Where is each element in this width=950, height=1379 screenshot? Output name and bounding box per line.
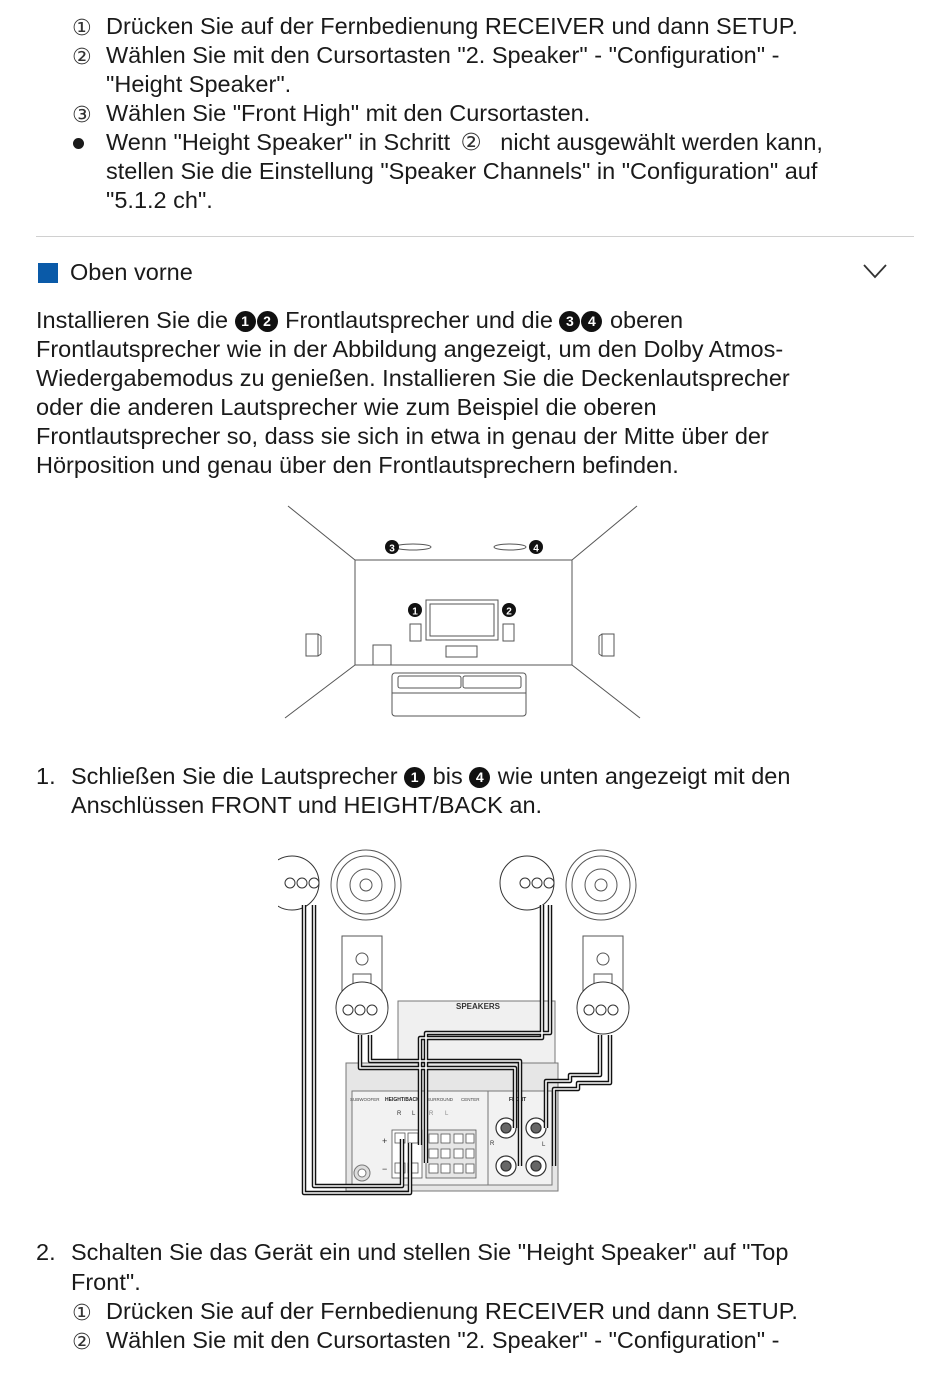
ceiling-speaker-right — [494, 544, 526, 550]
chevron-down-icon[interactable] — [862, 262, 888, 280]
step1-badge-from: 1 — [404, 767, 425, 788]
surround-label: SURROUND — [427, 1097, 454, 1102]
surround-l-label: L — [445, 1111, 449, 1117]
note-text-2: stellen Sie die Einstellung "Speaker Channels" in "Configuration" auf — [106, 158, 818, 184]
room-label-2: 2 — [506, 606, 512, 618]
step-text-1: Drücken Sie auf der Fernbedienung RECEIVER und dann SETUP. — [106, 13, 798, 39]
height-l-label: L — [412, 1111, 416, 1117]
note-step-marker: ② — [460, 129, 482, 155]
front-r-label: R — [490, 1141, 495, 1147]
step2-number: 2. — [36, 1239, 56, 1265]
step-text-2: Wählen Sie mit den Cursortasten "2. Speaker" - "Configuration" - — [106, 42, 780, 68]
surround-r-label: R — [429, 1111, 434, 1117]
step2-line-1: Schalten Sie das Gerät ein und stellen Sie "Height Speaker" auf "Top — [71, 1239, 789, 1265]
step1-line-2: Anschlüssen FRONT und HEIGHT/BACK an. — [71, 792, 543, 818]
intro-line-2: Frontlautsprecher wie in der Abbildung angezeigt, um den Dolby Atmos- — [36, 336, 784, 362]
step1-number: 1. — [36, 763, 56, 789]
room-label-4: 4 — [533, 543, 539, 555]
step-marker-1: ① — [72, 15, 92, 40]
front-l-label: L — [542, 1142, 546, 1148]
step2-substep-1: Drücken Sie auf der Fernbedienung RECEIVER und dann SETUP. — [106, 1298, 798, 1324]
height-back-label: HEIGHT/BACK — [385, 1097, 420, 1103]
note-text-3: "5.1.2 ch". — [106, 187, 213, 213]
step-text-3: Wählen Sie "Front High" mit den Cursortasten. — [106, 100, 591, 126]
room-label-3: 3 — [389, 543, 395, 555]
badge-1: 1 — [235, 311, 256, 332]
badge-2: 2 — [257, 311, 278, 332]
subwoofer-label: SUBWOOFER — [350, 1097, 380, 1102]
step2-substep-2: Wählen Sie mit den Cursortasten "2. Speaker" - "Configuration" - — [106, 1327, 780, 1353]
step1-line-1: Schließen Sie die Lautsprecher 1 bis 4 wie unten angezeigt mit den — [71, 763, 791, 789]
intro-line-4: oder die anderen Lautsprecher wie zum Beispiel die oberen — [36, 394, 657, 420]
badge-4: 4 — [581, 311, 602, 332]
speakers-label: SPEAKERS — [456, 1002, 501, 1011]
front-label: FRONT — [509, 1097, 527, 1103]
step2-marker-2: ② — [72, 1329, 92, 1354]
minus-label: − — [382, 1164, 388, 1174]
intro-line-1: Installieren Sie die 1 2 Frontlautsprecher und die 3 4 oberen — [36, 307, 684, 333]
section-divider — [36, 236, 914, 237]
section-title: Oben vorne — [70, 259, 193, 285]
step2-line-2: Front". — [71, 1269, 141, 1295]
badge-3: 3 — [559, 311, 580, 332]
ceiling-speaker-left — [395, 544, 431, 550]
intro-line-5: Frontlautsprecher so, dass sie sich in etwa in genau der Mitte über der — [36, 423, 769, 449]
room-label-1: 1 — [412, 606, 418, 618]
bullet-icon — [73, 138, 84, 149]
height-r-label: R — [397, 1111, 402, 1117]
step2-marker-1: ① — [72, 1300, 92, 1325]
step-marker-3: ③ — [72, 102, 92, 127]
note-text-1: Wenn "Height Speaker" in Schritt ② nicht ausgewählt werden kann, — [106, 129, 823, 155]
plus-label: + — [382, 1136, 388, 1146]
center-label: CENTER — [461, 1097, 480, 1102]
step-text-2-cont: "Height Speaker". — [106, 71, 292, 97]
intro-line-3: Wiedergabemodus zu genießen. Installieren Sie die Deckenlautsprecher — [36, 365, 790, 391]
section-square-icon — [38, 263, 58, 283]
step1-badge-to: 4 — [469, 767, 490, 788]
wiring-diagram-figure — [278, 843, 643, 1208]
room-layout-figure — [280, 503, 645, 723]
intro-line-6: Hörposition und genau über den Frontlautsprechern befinden. — [36, 452, 679, 478]
step-marker-2: ② — [72, 44, 92, 69]
